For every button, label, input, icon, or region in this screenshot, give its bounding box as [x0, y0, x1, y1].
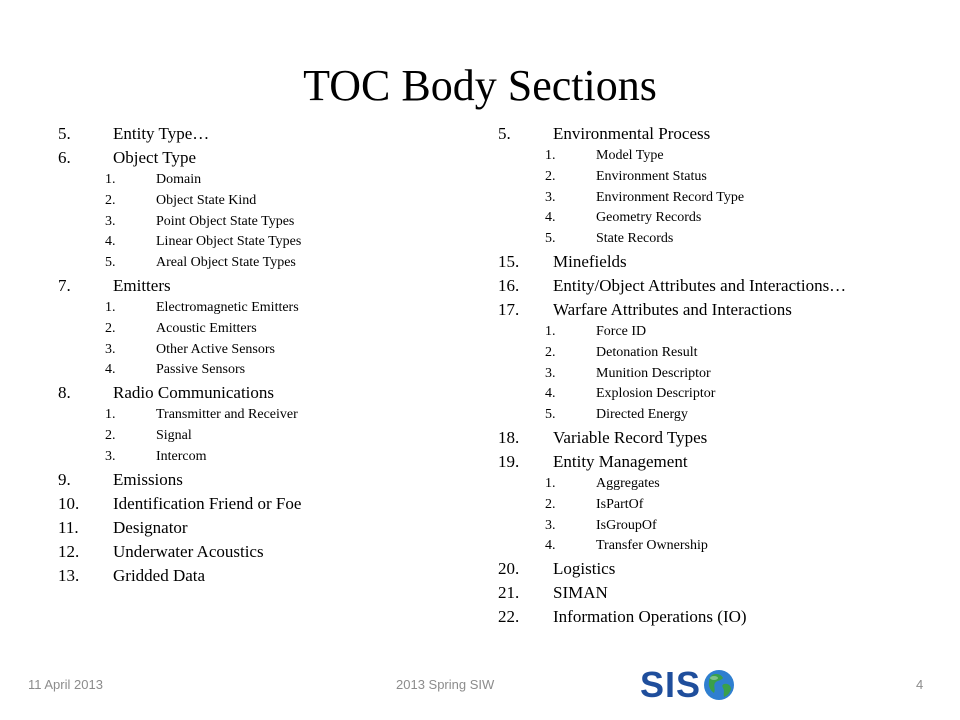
toc-item-label: Minefields — [553, 251, 627, 271]
toc-item — [498, 250, 918, 274]
toc-item-number: 21. — [498, 583, 520, 603]
footer-event: 2013 Spring SIW — [396, 677, 495, 692]
toc-subitem — [58, 232, 458, 253]
toc-item-number: 20. — [498, 559, 520, 579]
toc-item — [498, 298, 918, 322]
toc-subitem-number: 3. — [545, 517, 556, 533]
globe-icon — [703, 669, 735, 701]
toc-subitem-number: 2. — [105, 320, 116, 336]
toc-subitem — [498, 229, 918, 250]
toc-subitem — [58, 405, 458, 426]
toc-subitem-number: 5. — [545, 231, 556, 247]
toc-subitem — [498, 474, 918, 495]
toc-item-label: Variable Record Types — [553, 427, 708, 447]
toc-subitem-label: State Records — [596, 231, 674, 247]
toc-subitem — [498, 495, 918, 516]
toc-item-label: Emissions — [113, 469, 183, 489]
toc-item — [498, 581, 918, 605]
toc-subitem-label: Aggregates — [596, 475, 660, 491]
toc-subitem — [498, 364, 918, 385]
toc-item-number: 17. — [498, 299, 520, 319]
toc-subitem-number: 5. — [105, 255, 116, 271]
toc-item — [58, 381, 458, 405]
toc-subitem-number: 2. — [545, 496, 556, 512]
toc-subitem-number: 4. — [545, 210, 556, 226]
toc-subitem — [498, 536, 918, 557]
slide-title: TOC Body Sections — [303, 61, 657, 110]
toc-item — [498, 122, 918, 146]
toc-subitem — [58, 360, 458, 381]
toc-subitem-number: 2. — [105, 427, 116, 443]
toc-subitem-label: IsGroupOf — [596, 517, 657, 533]
toc-item-number: 13. — [58, 565, 80, 585]
toc-subitem — [498, 322, 918, 343]
toc-item — [498, 450, 918, 474]
toc-subitem — [498, 405, 918, 426]
toc-subitem-label: Point Object State Types — [156, 213, 295, 229]
toc-subitem-label: Linear Object State Types — [156, 234, 302, 250]
toc-subitem-label: Environment Status — [596, 168, 707, 184]
toc-subitem-number: 3. — [545, 365, 556, 381]
toc-subitem-label: Directed Energy — [596, 407, 688, 423]
toc-item-number: 11. — [58, 517, 79, 537]
toc-subitem-number: 3. — [105, 213, 116, 229]
toc-subitem — [58, 319, 458, 340]
toc-item — [58, 540, 458, 564]
toc-subitem-label: Explosion Descriptor — [596, 386, 716, 402]
logo-text: SIS — [640, 664, 702, 705]
toc-subitem — [58, 170, 458, 191]
toc-subitem-label: Force ID — [596, 323, 647, 339]
toc-item-label: SIMAN — [553, 583, 608, 603]
toc-subitem — [498, 146, 918, 167]
toc-subitem — [58, 426, 458, 447]
toc-item-label: Identification Friend or Foe — [113, 493, 302, 513]
toc-item-number: 15. — [498, 251, 520, 271]
toc-item-number: 5. — [498, 124, 511, 143]
sis-logo — [640, 664, 735, 706]
toc-item-label: Warfare Attributes and Interactions — [553, 299, 792, 319]
toc-subitem — [498, 516, 918, 537]
toc-subitem-number: 1. — [105, 172, 116, 187]
toc-subitem-label: Munition Descriptor — [596, 365, 711, 381]
toc-item-number: 7. — [58, 275, 71, 295]
toc-subitem-number: 2. — [105, 192, 116, 208]
toc-left-column — [58, 122, 458, 588]
toc-subitem-label: Environment Record Type — [596, 189, 745, 205]
toc-subitem-label: Domain — [156, 172, 202, 187]
toc-item — [58, 564, 458, 588]
toc-item — [498, 426, 918, 450]
toc-item-label: Radio Communications — [113, 383, 275, 403]
toc-subitem-label: Intercom — [156, 448, 207, 464]
toc-item — [58, 122, 458, 146]
toc-subitem-number: 4. — [545, 386, 556, 402]
toc-item-number: 5. — [58, 124, 71, 143]
toc-right-column — [498, 122, 918, 629]
toc-subitem-label: Areal Object State Types — [156, 255, 296, 271]
toc-subitem-label: IsPartOf — [596, 496, 644, 512]
toc-subitem-number: 1. — [545, 148, 556, 163]
toc-item-number: 16. — [498, 275, 520, 295]
toc-subitem — [498, 343, 918, 364]
toc-item — [498, 557, 918, 581]
toc-item-number: 12. — [58, 541, 80, 561]
toc-subitem-label: Transmitter and Receiver — [156, 407, 298, 423]
toc-subitem — [58, 212, 458, 233]
toc-subitem-label: Object State Kind — [156, 192, 257, 208]
toc-item-number: 9. — [58, 469, 71, 489]
toc-item-label: Entity/Object Attributes and Interactions… — [553, 275, 847, 295]
toc-subitem — [498, 208, 918, 229]
toc-item-label: Designator — [113, 517, 188, 537]
toc-subitem-label: Transfer Ownership — [596, 538, 708, 554]
toc-subitem-label: Geometry Records — [596, 210, 702, 226]
toc-item — [58, 516, 458, 540]
toc-subitem-number: 4. — [105, 362, 116, 378]
toc-item-number: 6. — [58, 148, 71, 167]
toc-subitem-number: 2. — [545, 344, 556, 360]
toc-subitem-label: Other Active Sensors — [156, 341, 275, 357]
toc-subitem-number: 1. — [105, 299, 116, 315]
footer-date: 11 April 2013 — [28, 677, 103, 692]
toc-item — [58, 274, 458, 298]
toc-subitem — [58, 298, 458, 319]
footer-page-number: 4 — [916, 677, 924, 692]
toc-subitem-label: Signal — [156, 427, 192, 443]
toc-subitem-label: Electromagnetic Emitters — [156, 299, 299, 315]
toc-subitem-number: 4. — [545, 538, 556, 554]
toc-subitem-number: 4. — [105, 234, 116, 250]
toc-item-number: 10. — [58, 493, 80, 513]
toc-subitem-label: Model Type — [596, 148, 664, 163]
toc-subitem — [58, 340, 458, 361]
toc-subitem — [498, 167, 918, 188]
toc-subitem-number: 1. — [105, 407, 116, 423]
toc-item-number: 19. — [498, 451, 520, 471]
toc-subitem-label: Detonation Result — [596, 344, 698, 360]
toc-item — [58, 468, 458, 492]
toc-item — [58, 492, 458, 516]
toc-item — [498, 274, 918, 298]
toc-subitem-label: Acoustic Emitters — [156, 320, 257, 336]
toc-item-label: Entity Type… — [113, 124, 210, 143]
toc-item — [498, 605, 918, 629]
toc-subitem-number: 3. — [545, 189, 556, 205]
toc-subitem-label: Passive Sensors — [156, 362, 246, 378]
toc-subitem-number: 5. — [545, 407, 556, 423]
toc-item-label: Logistics — [553, 559, 616, 579]
toc-subitem-number: 3. — [105, 448, 116, 464]
toc-subitem-number: 1. — [545, 323, 556, 339]
toc-subitem-number: 1. — [545, 475, 556, 491]
toc-subitem — [58, 253, 458, 274]
toc-subitem — [498, 384, 918, 405]
toc-item-label: Emitters — [113, 275, 171, 295]
toc-item-label: Environmental Process — [553, 124, 711, 143]
toc-subitem-number: 3. — [105, 341, 116, 357]
toc-item-label: Object Type — [113, 148, 196, 167]
toc-subitem-number: 2. — [545, 168, 556, 184]
toc-item-number: 22. — [498, 607, 520, 627]
toc-item-label: Information Operations (IO) — [553, 607, 747, 627]
toc-item-label: Gridded Data — [113, 565, 206, 585]
toc-item-number: 18. — [498, 427, 520, 447]
toc-item-label: Underwater Acoustics — [113, 541, 264, 561]
toc-subitem — [498, 188, 918, 209]
toc-subitem — [58, 191, 458, 212]
toc-item — [58, 146, 458, 170]
toc-item-number: 8. — [58, 383, 71, 403]
toc-subitem — [58, 447, 458, 468]
toc-item-label: Entity Management — [553, 451, 688, 471]
